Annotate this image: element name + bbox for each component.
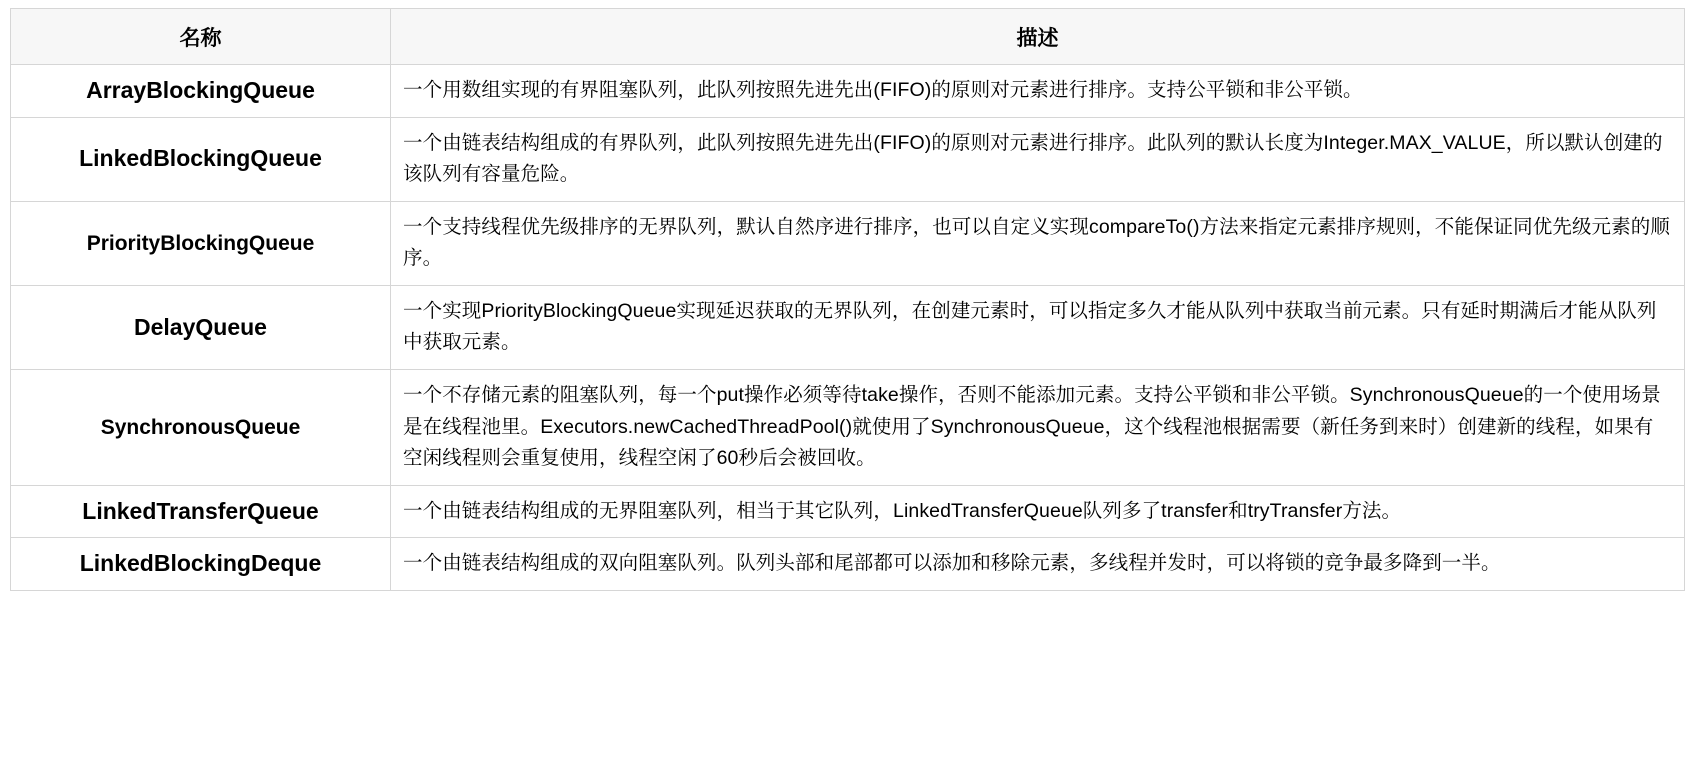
table-row [11, 538, 1685, 591]
queue-name: LinkedBlockingQueue [11, 117, 391, 201]
table-header-row [11, 9, 1685, 65]
queue-name: DelayQueue [11, 285, 391, 369]
queue-description: 一个实现PriorityBlockingQueue实现延迟获取的无界队列，在创建元素时，可以指定多久才能从队列中获取当前元素。只有延时期满后才能从队列中获取元素。 [391, 285, 1685, 369]
queue-name: LinkedTransferQueue [11, 485, 391, 538]
table-row [11, 485, 1685, 538]
queue-description: 一个支持线程优先级排序的无界队列，默认自然序进行排序，也可以自定义实现compareTo()方法来指定元素排序规则，不能保证同优先级元素的顺序。 [391, 201, 1685, 285]
table-header [11, 9, 1685, 65]
queue-description: 一个由链表结构组成的有界队列，此队列按照先进先出(FIFO)的原则对元素进行排序。此队列的默认长度为Integer.MAX_VALUE，所以默认创建的该队列有容量危险。 [391, 117, 1685, 201]
queue-description: 一个不存储元素的阻塞队列，每一个put操作必须等待take操作，否则不能添加元素。支持公平锁和非公平锁。SynchronousQueue的一个使用场景是在线程池里。Executors.newCachedThreadPool()就使用了SynchronousQueue，这个线程池根据需要（新任务到来时）创建新的线程，如果有空闲线程则会重复使用，线程空闲了60秒后会被回收。 [391, 370, 1685, 486]
queue-name: PriorityBlockingQueue [11, 201, 391, 285]
table-row [11, 201, 1685, 285]
queue-name: ArrayBlockingQueue [11, 65, 391, 118]
queue-description: 一个由链表结构组成的无界阻塞队列，相当于其它队列，LinkedTransferQueue队列多了transfer和tryTransfer方法。 [391, 485, 1685, 538]
table-row [11, 370, 1685, 486]
queue-name: SynchronousQueue [11, 370, 391, 486]
queue-description: 一个用数组实现的有界阻塞队列，此队列按照先进先出(FIFO)的原则对元素进行排序。支持公平锁和非公平锁。 [391, 65, 1685, 118]
table-row [11, 65, 1685, 118]
table-body [11, 65, 1685, 591]
queue-description: 一个由链表结构组成的双向阻塞队列。队列头部和尾部都可以添加和移除元素，多线程并发时，可以将锁的竞争最多降到一半。 [391, 538, 1685, 591]
table-row [11, 285, 1685, 369]
column-header-description: 描述 [391, 9, 1685, 65]
table-row [11, 117, 1685, 201]
queue-name: LinkedBlockingDeque [11, 538, 391, 591]
column-header-name: 名称 [11, 9, 391, 65]
blocking-queue-table [10, 8, 1685, 591]
